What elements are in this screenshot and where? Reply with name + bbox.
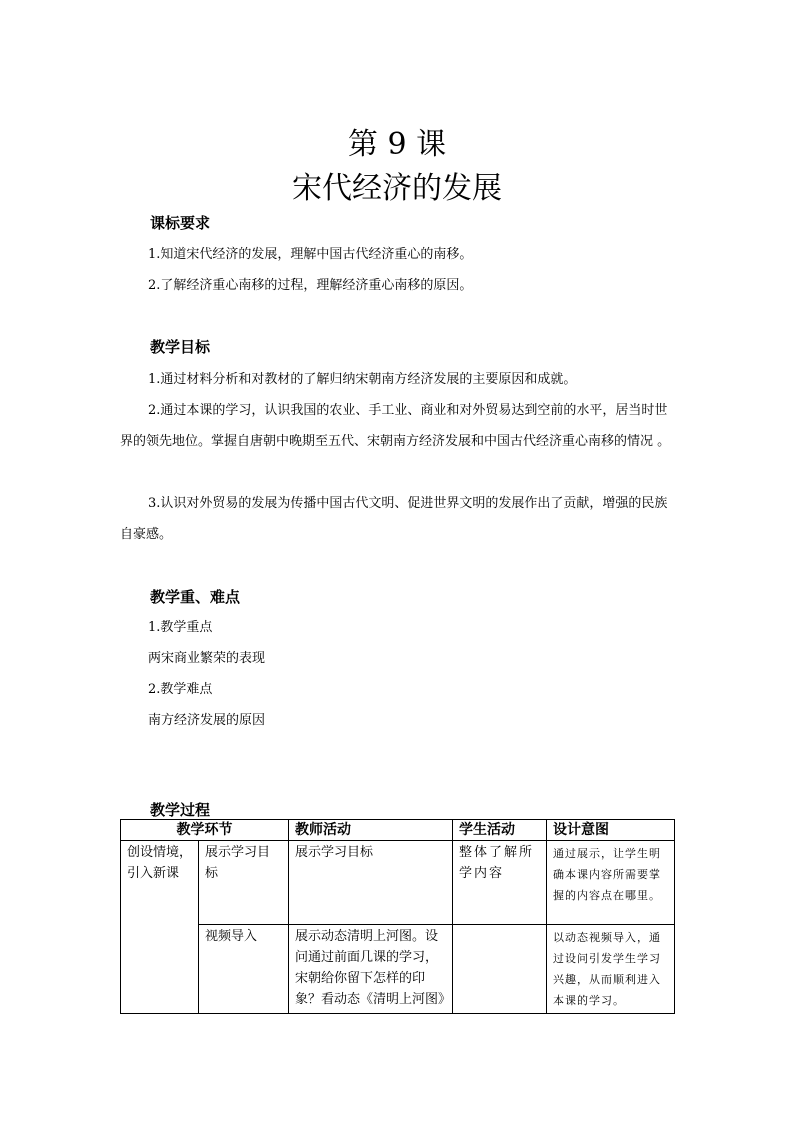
key-point-text: 两宋商业繁荣的表现 [148, 651, 266, 666]
curriculum-item-2: 2.了解经济重心南移的过程，理解经济重心南移的原因。 [148, 278, 473, 293]
lesson-title: 宋代经济的发展 [292, 171, 502, 206]
keypoints-heading: 教学重、难点 [150, 588, 241, 606]
lesson-number: 第 9 课 [347, 127, 447, 162]
teacher-activity-cell: 展示动态清明上河图。设问通过前面几课的学习，宋朝给你留下怎样的印象？看动态《清明上河图》 [289, 925, 453, 1014]
key-point-label: 1.教学重点 [148, 620, 213, 635]
design-intent-cell: 以动态视频导入，通过设问引发学生学习兴趣，从而顺利进入本课的学习。 [547, 925, 675, 1014]
objective-item-1: 1.通过材料分析和对教材的了解归纳宋朝南方经济发展的主要原因和成就。 [148, 372, 577, 387]
student-activity-cell [453, 925, 547, 1014]
table-row [121, 841, 675, 925]
teacher-activity-cell: 展示学习目标 [289, 841, 453, 925]
table-row [121, 925, 675, 1014]
column-header-stage: 教学环节 [121, 820, 289, 841]
column-header-design: 设计意图 [547, 820, 675, 841]
student-activity-cell: 整体了解所学内容 [453, 841, 547, 925]
table-header-row [121, 820, 675, 841]
difficulty-label: 2.教学难点 [148, 682, 213, 697]
objective-item-3: 3.认识对外贸易的发展为传播中国古代文明、促进世界文明的发展作出了贡献，增强的民族自豪感。 [120, 496, 668, 542]
stage-cell: 创设情境，引入新课 [121, 841, 199, 1014]
step-cell: 视频导入 [199, 925, 289, 1014]
objective-item-2: 2.通过本课的学习，认识我国的农业、手工业、商业和对外贸易达到空前的水平，居当时世界的领先地位。掌握自唐朝中晚期至五代、宋朝南方经济发展和中国古代经济重心南移的情况 。 [120, 403, 671, 449]
objectives-heading: 教学目标 [150, 338, 211, 356]
curriculum-heading: 课标要求 [150, 214, 211, 232]
column-header-student: 学生活动 [453, 820, 547, 841]
process-heading: 教学过程 [150, 801, 211, 819]
design-intent-cell: 通过展示，让学生明确本课内容所需要掌握的内容点在哪里。 [547, 841, 675, 925]
column-header-teacher: 教师活动 [289, 820, 453, 841]
process-table [120, 819, 675, 1014]
curriculum-item-1: 1.知道宋代经济的发展，理解中国古代经济重心的南移。 [148, 247, 473, 262]
difficulty-text: 南方经济发展的原因 [148, 713, 266, 728]
step-cell: 展示学习目标 [199, 841, 289, 925]
